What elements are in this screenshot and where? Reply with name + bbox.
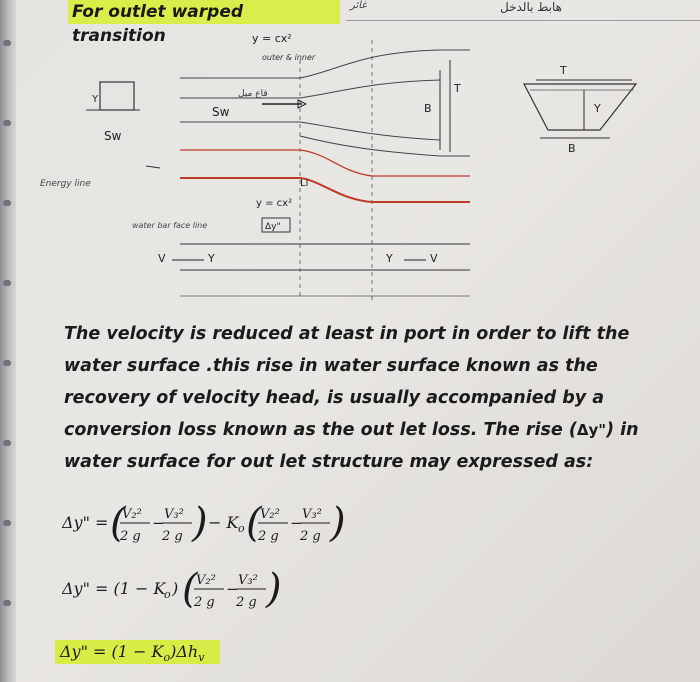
binding-ring: [3, 360, 11, 366]
eq1-minus-2: −: [290, 514, 303, 532]
paragraph-line-4: [64, 414, 674, 446]
warped-wall-inner-bottom: [300, 122, 440, 140]
equation-2-svg: [62, 562, 302, 616]
binding-ring: [3, 600, 11, 606]
eq1-v3-num-b: V₃²: [302, 507, 322, 522]
eq1-lhs: Δy" =: [62, 513, 109, 532]
eq1-den-3: 2 g: [258, 529, 279, 544]
eq2-paren-open: (: [182, 566, 198, 612]
eq2-den-1: 2 g: [194, 595, 215, 610]
warped-wall-inner-top: [300, 80, 440, 98]
formula-top: y = cx²: [252, 32, 292, 45]
delta-y-symbol: Δy": [576, 421, 607, 439]
li-label: Li: [300, 178, 309, 189]
eq3-lhs: Δy" = (1 − K: [60, 642, 164, 661]
v1-label: V: [158, 252, 166, 265]
t-label-section: T: [560, 64, 567, 77]
eq2-close: ): [172, 579, 179, 598]
delta-y-label: Δy": [265, 222, 281, 232]
equation-3: [60, 642, 220, 666]
formula-lower: y = cx²: [256, 198, 293, 209]
eq1-v2-num-b: V₂²: [260, 507, 280, 522]
title-rule: [346, 20, 700, 21]
y-label-section: Y: [594, 102, 601, 115]
eq1-paren2-open: (: [246, 500, 262, 546]
paragraph-line-4-end: ) in: [606, 420, 639, 440]
paragraph-line-2: water surface .this rise in water surface known as the: [64, 356, 598, 376]
eq1-k-sub: o: [238, 522, 245, 535]
sw-label-left: Sw: [104, 129, 122, 143]
t-label-center: T: [454, 82, 461, 95]
paragraph-line-1: The velocity is reduced at least in port in order to lift the: [64, 324, 630, 344]
eq1-den-1: 2 g: [120, 529, 141, 544]
eq2-paren-close: ): [266, 566, 282, 612]
eq3-sub: o: [163, 651, 171, 665]
eq1-den-2: 2 g: [162, 529, 183, 544]
water-surface-line: [180, 178, 470, 202]
outlet-transition-diagram: [0, 24, 700, 314]
eq2-den-2: 2 g: [236, 595, 257, 610]
b-label-section: B: [568, 142, 576, 155]
energy-line-downstream: [300, 150, 470, 176]
b-label-center: B: [424, 102, 432, 115]
eq2-lhs: Δy" = (1 − K: [62, 579, 166, 598]
note-arabic-mid: قاع ميل: [238, 89, 268, 99]
eq2-v2-num: V₂²: [196, 573, 216, 588]
section-title: For outlet warped transition: [68, 0, 340, 24]
equation-1: [62, 496, 362, 550]
paragraph-line-3: recovery of velocity head, is usually accompanied by a: [64, 388, 605, 408]
eq1-k: − K: [208, 513, 239, 532]
eq1-v2-num: V₂²: [122, 507, 142, 522]
eq1-den-4: 2 g: [300, 529, 321, 544]
warped-wall-outer-top: [300, 50, 440, 78]
note-outer-inner: outer & inner: [262, 53, 316, 62]
paragraph-line-5: water surface for out let structure may expressed as:: [64, 452, 594, 472]
eq3-rest: )Δh: [170, 642, 199, 661]
energy-line-label: Energy line: [40, 179, 91, 189]
eq1-paren-open: (: [110, 500, 126, 546]
eq2-v3-num: V₃²: [238, 573, 258, 588]
binding-ring: [3, 440, 11, 446]
handwritten-note-top: غائر: [350, 0, 367, 11]
handwritten-arabic-note: هابط بالدخل: [500, 0, 562, 14]
eq2-minus: −: [226, 580, 239, 598]
paragraph-line-4-start: conversion loss known as the out let loss. The rise (: [64, 420, 577, 440]
trapezoid-section: [524, 84, 636, 130]
energy-arrow: [146, 166, 160, 168]
v2-label: V: [430, 252, 438, 265]
rectangular-section: [100, 82, 134, 110]
eq1-paren-close: ): [192, 500, 208, 546]
eq2-sub: o: [164, 588, 171, 601]
water-line-label: water bar face line: [132, 221, 208, 230]
sw-label-inner: Sw: [212, 105, 230, 119]
explanation-paragraph: [64, 318, 674, 478]
equation-1-svg: [62, 496, 362, 550]
eq3-rest-sub: v: [198, 651, 205, 665]
eq1-paren2-close: ): [330, 500, 346, 546]
y1-label: Y: [208, 252, 215, 265]
equation-2: [62, 562, 302, 616]
y2-label: Y: [386, 252, 393, 265]
eq1-v3-num: V₃²: [164, 507, 184, 522]
binding-ring: [3, 520, 11, 526]
y-label-left: Y: [92, 94, 99, 105]
eq1-minus: −: [152, 514, 165, 532]
